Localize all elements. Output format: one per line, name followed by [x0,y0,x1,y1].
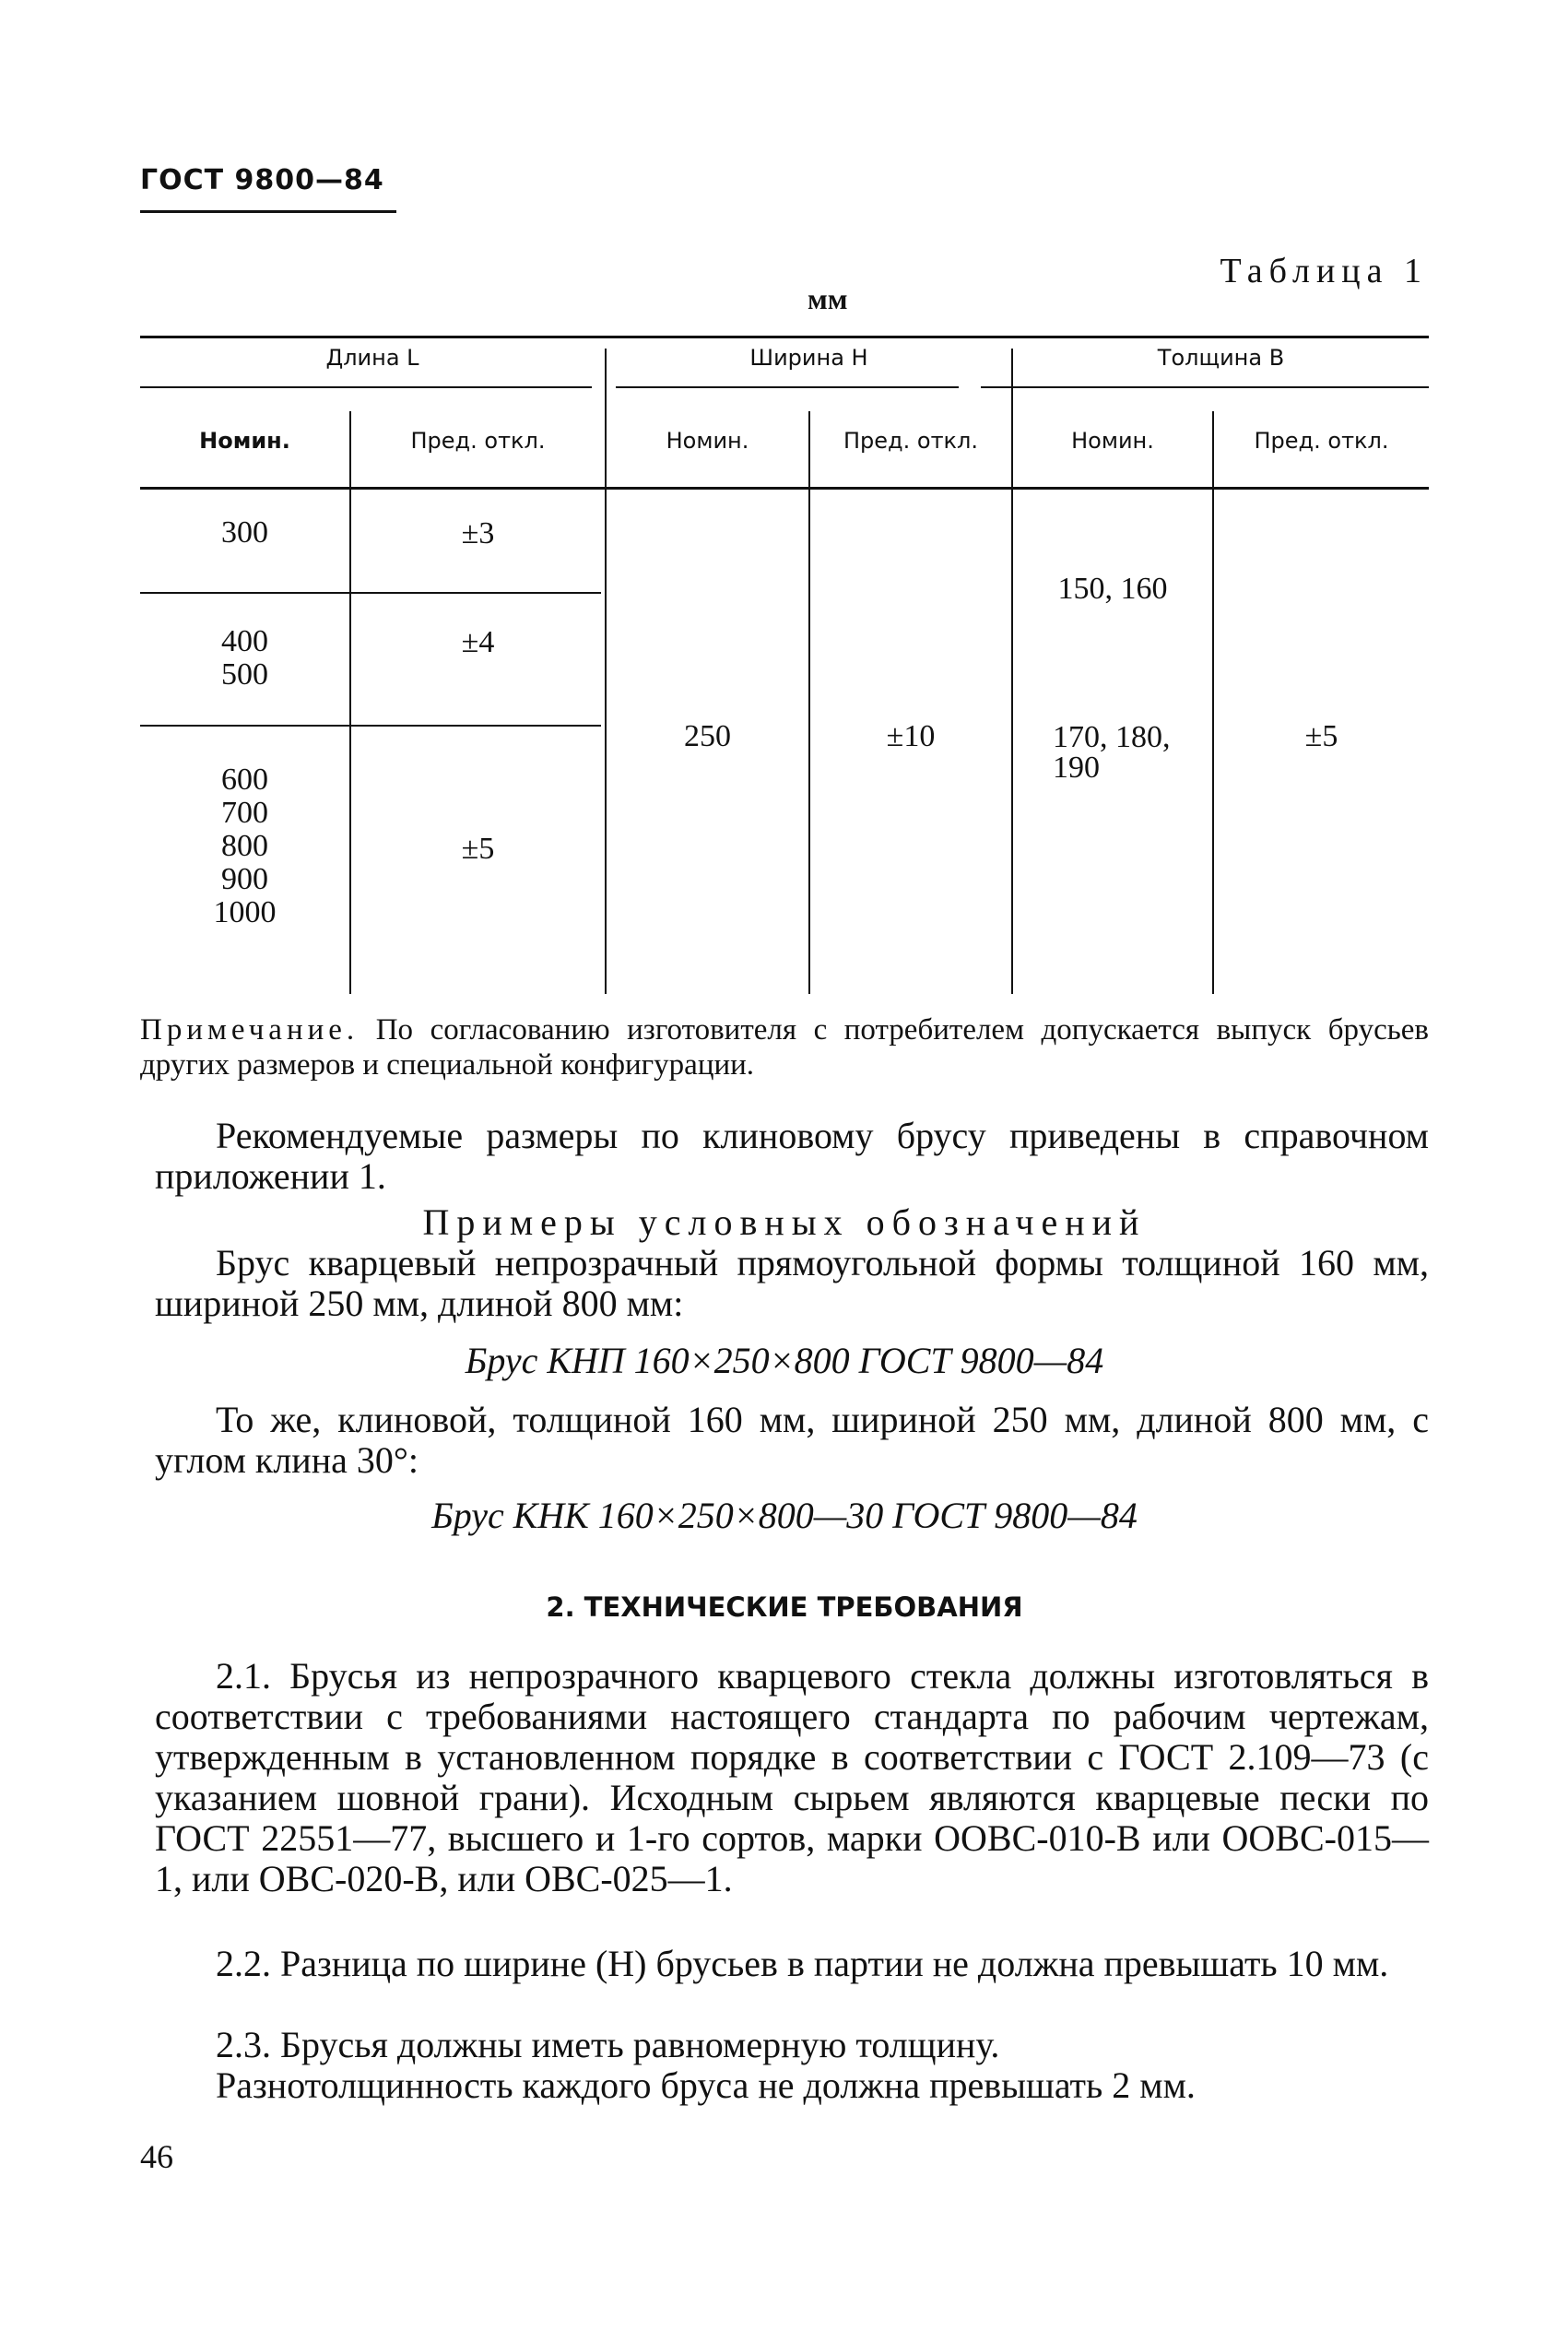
document-code: ГОСТ 9800—84 [140,164,384,196]
length-nom-value: 700 [221,796,268,830]
table-note [140,1012,1429,1082]
group-rule-thickness [981,386,1429,388]
length-nom-value: 400 [221,624,268,658]
recommend-paragraph: Рекомендуемые размеры по клиновому брусу приведены в справочном приложении 1. [155,1115,1429,1197]
thickness-nom-2 [1053,720,1212,785]
note-text: По согласованию изготовителя с потребителем допускается выпуск брусьев других размеров и специальной конфигурации. [140,1013,1429,1082]
section-2-title: 2. ТЕХНИЧЕСКИЕ ТРЕБОВАНИЯ [546,1591,1023,1623]
length-tol-row-3: ±5 [461,832,495,866]
length-nom-row-3 [140,763,349,929]
example-formula-1: Брус КНП 160×250×800 ГОСТ 9800—84 [465,1340,1104,1381]
header-underline [140,210,396,213]
thickness-nom-value: 190 [1053,751,1100,785]
length-nom-value: 300 [221,515,268,550]
length-nom-value: 1000 [213,895,277,929]
examples-title: Примеры условных обозначений [422,1201,1147,1243]
col-rule-5 [1212,411,1214,994]
length-nom-value: 500 [221,657,268,692]
length-tol-row-2: ±4 [461,625,495,659]
group-header-thickness: Толщина B [1157,345,1285,371]
header-bottom-rule [140,487,1429,490]
length-nom-value: 600 [221,763,268,797]
table-top-rule [140,336,1429,338]
thickness-nom-1: 150, 160 [1057,572,1168,606]
group-header-length: Длина L [325,345,419,371]
thickness-nom-value: 170, 180, [1053,720,1171,754]
group-rule-length [140,386,592,388]
subheader-length-nom: Номин. [199,428,290,454]
length-tol-row-1: ±3 [461,516,495,550]
clause-2-3: 2.3. Брусья должны иметь равномерную толщину. [216,2024,1000,2065]
subheader-thickness-nom: Номин. [1071,428,1154,454]
page-number: 46 [140,2138,173,2175]
clause-2-1: 2.1. Брусья из непрозрачного кварцевого стекла должны изготовляться в соответствии с требованиями настоящего стандарта по рабочим чертежам, утвержденным в установленном порядке в соответствии с ГОСТ 2.109—73 (с указанием шовной грани). Исходным сырьем являются кварцевые пески по ГОСТ 22551—77, высшего и 1-го сортов, марки ООВС-010-В или ООВС-015—1, или ОВС-020-В, или ОВС-025—1. [155,1655,1429,1899]
length-nom-value: 800 [221,829,268,863]
group-rule-width [616,386,959,388]
subheader-width-nom: Номин. [666,428,749,454]
group-header-width: Ширина H [749,345,868,371]
dimensions-table [140,336,1429,994]
col-rule-3 [808,411,810,994]
col-rule-1 [349,411,351,994]
length-nom-row-2 [140,625,349,692]
table-label: Таблица 1 [1220,252,1428,290]
clause-2-2: 2.2. Разница по ширине (Н) брусьев в партии не должна превышать 10 мм. [216,1943,1389,1984]
subheader-length-tol: Пред. откл. [410,428,546,454]
width-nom: 250 [684,719,731,753]
table-units: мм [808,282,848,315]
thickness-tol: ±5 [1304,719,1338,753]
row-rule-2 [140,725,601,727]
width-tol: ±10 [886,719,936,753]
length-nom-value: 900 [221,862,268,896]
row-rule-1 [140,592,601,594]
example-paragraph-1: Брус кварцевый непрозрачный прямоугольной формы толщиной 160 мм, шириной 250 мм, длиной 800 мм: [155,1242,1429,1324]
subheader-thickness-tol: Пред. откл. [1254,428,1389,454]
length-nom-row-1 [140,516,349,550]
example-formula-2: Брус КНК 160×250×800—30 ГОСТ 9800—84 [431,1495,1138,1536]
example-paragraph-2: То же, клиновой, толщиной 160 мм, шириной 250 мм, длиной 800 мм, с углом клина 30°: [155,1399,1429,1481]
clause-2-3-cont: Разнотолщинность каждого бруса не должна превышать 2 мм. [216,2064,1196,2106]
note-lead: Примечание. [140,1013,360,1047]
subheader-width-tol: Пред. откл. [843,428,979,454]
